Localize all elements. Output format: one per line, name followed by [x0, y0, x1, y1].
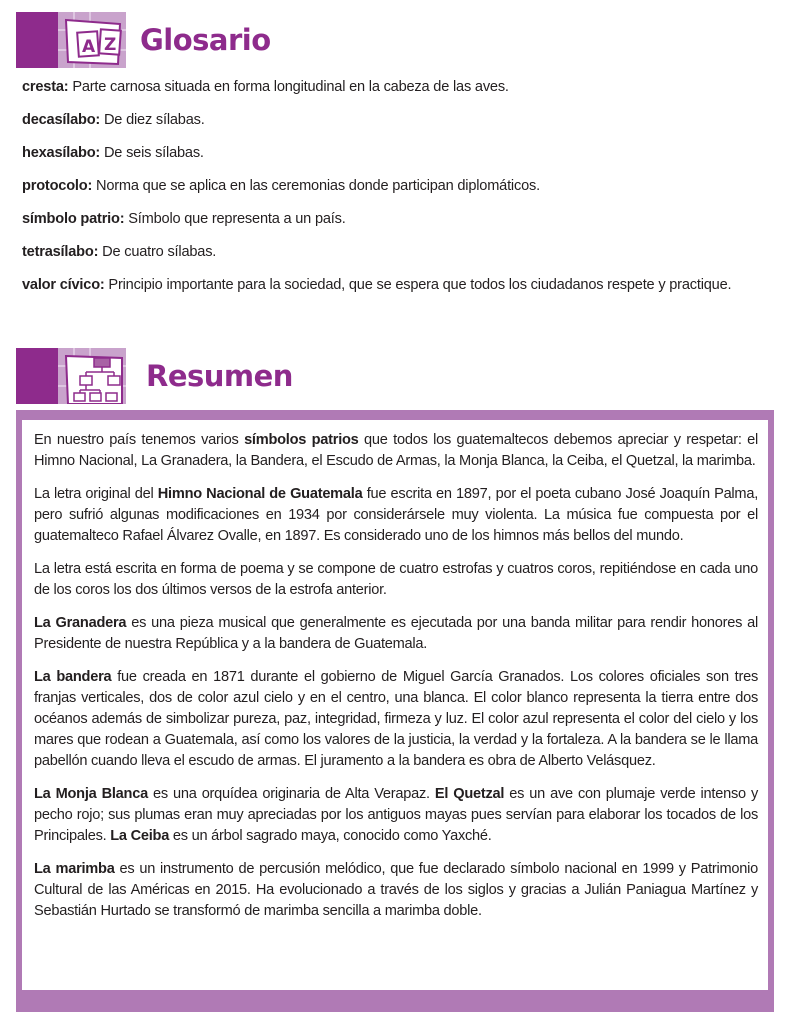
- summary-run: fue creada en 1871 durante el gobierno de Miguel García Granados. Los colores oficiales son tres franjas verticales, dos de color azul cielo y en el centro, una blanca. El color blanco representa la tierra entre dos océanos además de simbolizar pureza, paz, integridad, firmeza y luz. El color azul representa el color del cielo y los mares que rodean a Guatemala, así como los valores de la justicia, la verdad y la fortaleza. A la bandera se le llama pabellón cuando lleva el escudo de armas. El juramento a la bandera es obra de Alberto Velásquez.: [34, 669, 758, 769]
- glossary-term: valor cívico:: [22, 277, 105, 293]
- glossary-entry: [22, 210, 782, 228]
- summary-run: La letra está escrita en forma de poema y se compone de cuatro estrofas y cuatros coros, repitiéndose en cada uno de los coros los dos últimos versos de la estrofa anterior.: [34, 561, 758, 598]
- glosario-title: Glosario: [140, 23, 271, 57]
- glossary-term: cresta:: [22, 79, 69, 95]
- summary-bold-term: La marimba: [34, 861, 115, 877]
- summary-text: [34, 430, 758, 934]
- glossary-entry: [22, 111, 782, 129]
- glossary-definition: Norma que se aplica en las ceremonias donde participan diplomáticos.: [92, 178, 540, 194]
- summary-bold-term: La Monja Blanca: [34, 786, 148, 802]
- summary-run: En nuestro país tenemos varios: [34, 432, 245, 448]
- glossary-definition: De cuatro sílabas.: [98, 244, 217, 260]
- summary-paragraph: [34, 784, 758, 847]
- summary-paragraph: [34, 559, 758, 601]
- glossary-definition: Parte carnosa situada en forma longitudinal en la cabeza de las aves.: [68, 79, 509, 95]
- glossary-term: tetrasílabo:: [22, 244, 99, 260]
- glossary-definition: De diez sílabas.: [100, 112, 205, 128]
- resumen-header: [16, 348, 293, 404]
- glossary-entry: [22, 276, 782, 294]
- summary-paragraph: [34, 667, 758, 772]
- summary-diagram-icon: [16, 348, 126, 404]
- glosario-header: [16, 12, 271, 68]
- icon-letter-a: A: [82, 37, 96, 57]
- summary-paragraph: [34, 484, 758, 547]
- summary-run: es una orquídea originaria de Alta Verapaz.: [147, 786, 435, 802]
- glossary-definition: Símbolo que representa a un país.: [124, 211, 346, 227]
- glossary-list: [22, 78, 782, 309]
- glossary-term: símbolo patrio:: [22, 211, 125, 227]
- summary-bold-term: El Quetzal: [434, 786, 505, 802]
- resumen-title: Resumen: [146, 359, 293, 393]
- summary-paragraph: [34, 859, 758, 922]
- glossary-entry: [22, 144, 782, 162]
- summary-bold-term: Himno Nacional de Guatemala: [157, 486, 363, 502]
- summary-bold-term: La Granadera: [34, 615, 127, 631]
- glossary-term: hexasílabo:: [22, 145, 101, 161]
- summary-bold-term: La Ceiba: [110, 828, 170, 844]
- summary-bold-term: La bandera: [34, 669, 112, 685]
- summary-run: fue escrita en 1897, por el poeta cubano José Joaquín Palma, pero sufrió algunas modificaciones en 1934 por considerársele muy violenta. La música fue compuesta por el guatemalteco Rafael Álvarez Ovalle, en 1897. Es considerado uno de los himnos más bellos del mundo.: [34, 486, 759, 544]
- summary-paragraph: [34, 430, 758, 472]
- icon-letter-z: Z: [104, 35, 117, 55]
- glossary-term: protocolo:: [22, 178, 93, 194]
- glossary-term: decasílabo:: [22, 112, 101, 128]
- glossary-entry: [22, 243, 782, 261]
- summary-run: es un ave con plumaje verde intenso y pecho rojo; sus plumas eran muy apreciadas por los antiguos mayas pues servían para elaborar los tocados de los Principales.: [34, 786, 758, 844]
- summary-box: [16, 410, 774, 1012]
- summary-bold-term: símbolos patrios: [244, 432, 359, 448]
- glossary-entry: [22, 177, 782, 195]
- glossary-az-icon: [16, 12, 126, 68]
- summary-run: es una pieza musical que generalmente es ejecutada por una banda militar para rendir honores al Presidente de nuestra República y a la bandera de Guatemala.: [34, 615, 758, 652]
- summary-run: es un árbol sagrado maya, conocido como Yaxché.: [169, 828, 492, 844]
- summary-run: que todos los guatemaltecos debemos apreciar y respetar: el Himno Nacional, La Granadera, la Bandera, el Escudo de Armas, la Monja Blanca, la Ceiba, el Quetzal, la marimba.: [34, 432, 758, 469]
- glossary-entry: [22, 78, 782, 96]
- glossary-definition: De seis sílabas.: [100, 145, 204, 161]
- summary-run: es un instrumento de percusión melódico, que fue declarado símbolo nacional en 1999 y Patrimonio Cultural de las Américas en 2015. Ha evolucionado a través de los siglos y gracias a Julián Paniagua Martínez y Sebastián Hurtado se transformó de marimba sencilla a marimba doble.: [34, 861, 758, 919]
- glossary-definition: Principio importante para la sociedad, que se espera que todos los ciudadanos respete y practique.: [104, 277, 732, 293]
- summary-run: La letra original del: [34, 486, 158, 502]
- summary-paragraph: [34, 613, 758, 655]
